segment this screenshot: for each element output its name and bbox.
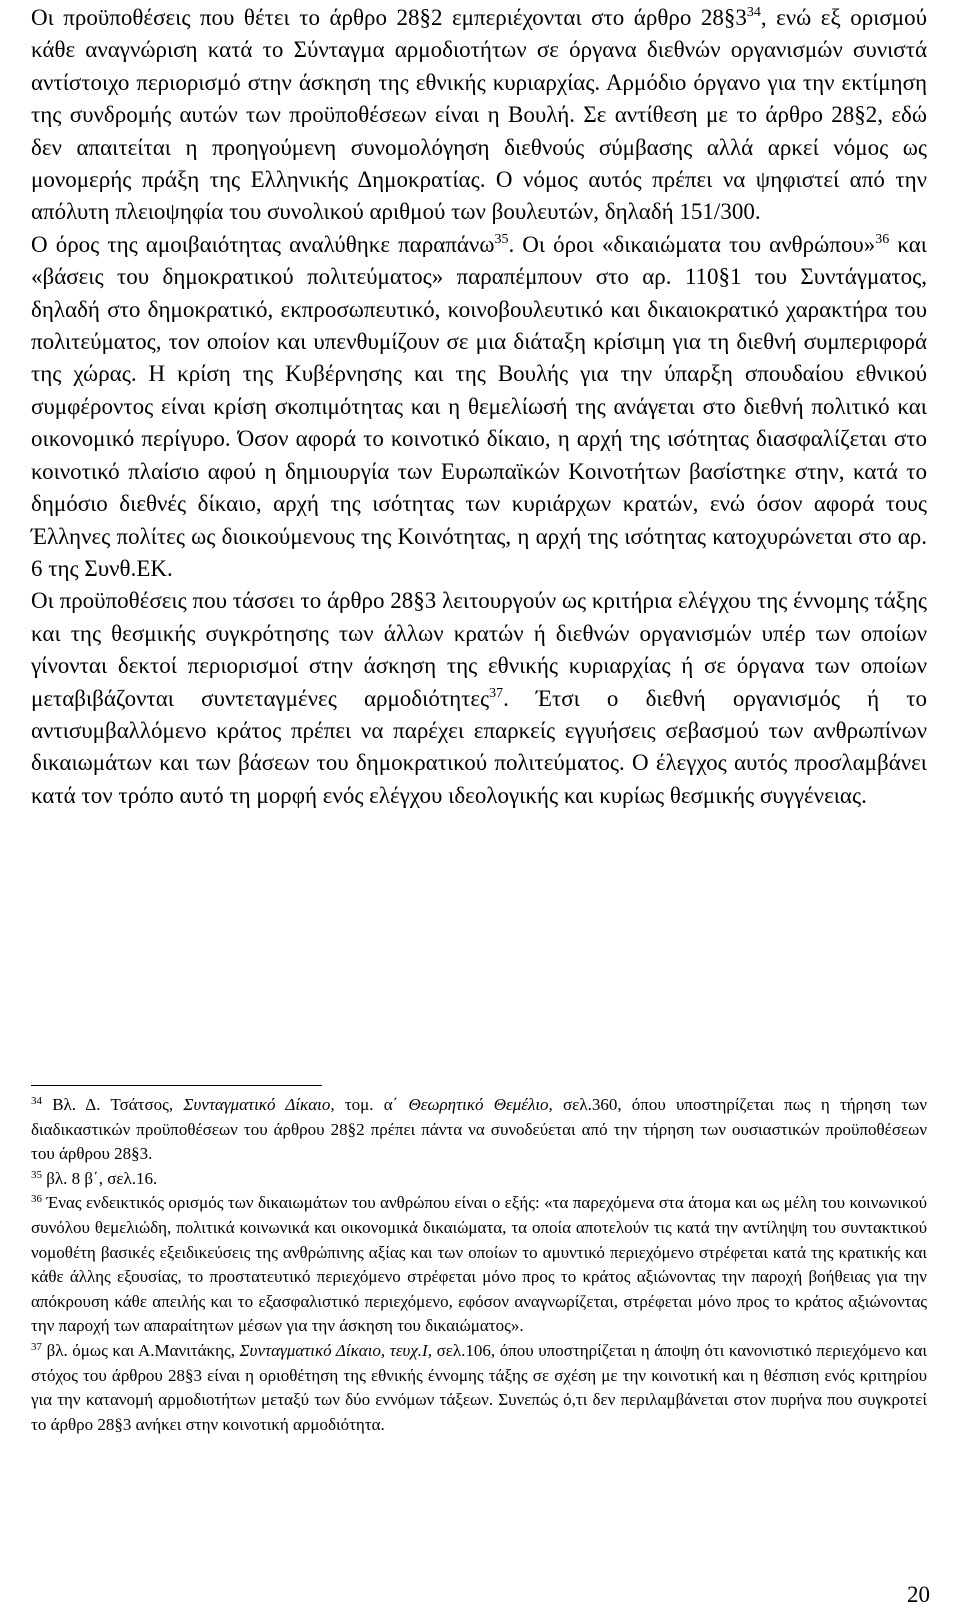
paragraph-1-text-a: Οι προϋποθέσεις που θέτει το άρθρο 28§2 εμπεριέχονται στο άρθρο 28§3: [31, 5, 747, 30]
footnotes: [31, 1093, 927, 1437]
paragraph-3-text-a: Οι προϋποθέσεις που τάσσει το άρθρο 28§3 λειτουργούν ως κριτήρια ελέγχου της έννομης τάξης και της θεσμικής συγκρότησης των άλλων κρατών ή διεθνών οργανισμών υπέρ των οποίων γίνονται δεκτοί περιορισμοί στην άσκηση της εθνικής κυριαρχίας ή σε όργανα των οποίων μεταβιβάζονται συντεταγμένες αρμοδιότητες: [31, 588, 927, 711]
footnote-35: [31, 1167, 927, 1192]
footnote-36-text: Ένας ενδεικτικός ορισμός των δικαιωμάτων του ανθρώπου είναι ο εξής: «τα παρεχόμενα στα άτομα και ως μέλη του κοινωνικού συνόλου θεμελιώδη, πολιτικά κοινωνικά και οικονομικά δικαιώματα, τα οποία αποτελούν τις κατά την αντίληψη του συντακτικού νομοθέτη βασικές εξειδικεύσεις της ανθρώπινης αξίας και των οποίων το αμυντικό περιεχόμενο στρέφεται κατά της κρατικής και κάθε άλλης εξουσίας, το προστατευτικό περιεχόμενο στρέφεται μόνο προς το κράτος αξιώνοντας την παροχή βοήθειας για την απόκρουση κάθε απειλής και το εξασφαλιστικό περιεχόμενο, εφόσον αναγνωρίζεται, στρέφεται μόνο προς το κράτος αξιώνοντας την παροχή των απαραίτητων μέσων για την άσκηση του δικαιώματος».: [31, 1193, 927, 1336]
body-text: [31, 2, 927, 812]
footnote-34-text-c: σελ.360, όπου υποστηρίζεται πως η τήρηση των διαδικαστικών προϋποθέσεων του άρθρου 28§2 πρέπει πάντα να συνοδεύεται από την τήρηση των ουσιαστικών προϋποθέσεων του άρθρου 28§3.: [31, 1095, 928, 1164]
paragraph-1-text-b: , ενώ εξ ορισμού κάθε αναγνώριση κατά το Σύνταγμα αρμοδιοτήτων σε όργανα διεθνών οργανισμών συνιστά αντίστοιχο περιορισμό στην άσκηση της εθνικής κυριαρχίας. Αρμόδιο όργανο για την εκτίμηση της συνδρομής αυτών των προϋποθέσεων είναι η Βουλή. Σε αντίθεση με το άρθρο 28§2, εδώ δεν απαιτείται η προηγούμενη συνομολόγηση διεθνούς σύμβασης αλλά αρκεί νόμος ως μονομερής πράξη της Ελληνικής Δημοκρατίας. Ο νόμος αυτός πρέπει να ψηφιστεί από την απόλυτη πλειοψηφία του συνολικού αριθμού των βουλευτών, δηλαδή 151/300.: [31, 5, 928, 225]
footnote-ref-37[interactable]: 37: [489, 685, 504, 701]
paragraph-3-text-b: . Έτσι ο διεθνή οργανισμός ή το αντισυμβαλλόμενο κράτος πρέπει να παρέχει επαρκείς εγγυήσεις σεβασμού των ανθρωπίνων δικαιωμάτων και των βάσεων του δημοκρατικού πολιτεύματος. Ο έλεγχος αυτός προσλαμβάνει κατά τον τρόπο αυτό τη μορφή ενός ελέγχου ιδεολογικής και κυρίως θεσμικής συγγένειας.: [31, 685, 927, 808]
footnote-37-text-b: σελ.106, όπου υποστηρίζεται η άποψη ότι κανονιστικό περιεχόμενο και στόχος του άρθρου 28§3 είναι η οριοθέτηση της εθνικής έννομης τάξης σε σχέση με την κοινοτική και η θέσπιση ενός κριτηρίου για την κατανομή αρμοδιοτήτων μεταξύ των δύο εννόμων τάξεων. Συνεπώς ό,τι δεν περιλαμβάνεται στον πυρήνα που συγκροτεί το άρθρο 28§3 ανήκει στην κοινοτική αρμοδιότητα.: [31, 1340, 927, 1434]
footnote-35-number: 35: [31, 1168, 42, 1181]
footnote-35-text: βλ. 8 β΄, σελ.16.: [42, 1168, 158, 1188]
footnote-34-text-a: Βλ. Δ. Τσάτσος,: [42, 1095, 184, 1114]
paragraph-3: [31, 585, 927, 812]
footnote-36: [31, 1191, 927, 1339]
paragraph-1: [31, 2, 927, 229]
footnote-ref-35[interactable]: 35: [494, 231, 509, 247]
footnote-34: [31, 1093, 927, 1167]
paragraph-2-text-b: . Οι όροι «δικαιώματα του ανθρώπου»: [508, 231, 876, 257]
paragraph-2: [31, 229, 927, 585]
footnote-34-title-2: Θεωρητικό Θεμέλιο,: [408, 1095, 553, 1114]
footnote-ref-34[interactable]: 34: [746, 5, 761, 20]
paragraph-2-text-c: και «βάσεις του δημοκρατικού πολιτεύματος» παραπέμπουν στο αρ. 110§1 του Συντάγματος, δηλαδή στο δημοκρατικό, εκπροσωπευτικό, κοινοβουλευτικό και δικαιοκρατικό χαρακτήρα του πολιτεύματος, τον οποίον και υπενθυμίζουν σε μια διάταξη κρίσιμη για τη διεθνή συμπεριφορά της χώρας. Η κρίση της Κυβέρνησης και της Βουλής για την ύπαρξη σπουδαίου εθνικού συμφέροντος είναι κρίση σκοπιμότητας και η θεμελίωσή της ανάγεται στο διεθνή πολιτικό και οικονομικό περίγυρο. Όσον αφορά το κοινοτικό δίκαιο, η αρχή της ισότητας διασφαλίζεται στο κοινοτικό πλαίσιο αφού η δημιουργία των Ευρωπαϊκών Κοινοτήτων βασίστηκε στην, κατά το δημόσιο διεθνές δίκαιο, αρχή της ισότητας των κυριάρχων κρατών, ενώ όσον αφορά τους Έλληνες πολίτες ως διοικούμενους της Κοινότητας, η αρχή της ισότητας κατοχυρώνεται στο αρ. 6 της Συνθ.ΕΚ.: [31, 231, 927, 581]
footnote-37-number: 37: [31, 1340, 42, 1353]
footnote-37-title: Συνταγματικό Δίκαιο, τευχ.Ι,: [239, 1340, 432, 1360]
footnote-separator: [31, 1085, 322, 1086]
footnote-34-title-1: Συνταγματικό Δίκαιο,: [183, 1095, 335, 1114]
paragraph-2-text-a: Ο όρος της αμοιβαιότητας αναλύθηκε παραπάνω: [31, 231, 495, 257]
footnote-34-text-b: τομ. α΄: [334, 1095, 409, 1114]
page-number: 20: [907, 1582, 930, 1607]
footnote-37: [31, 1339, 927, 1437]
footnote-34-number: 34: [31, 1095, 42, 1107]
footnote-ref-36[interactable]: 36: [875, 231, 890, 247]
footnote-37-text-a: βλ. όμως και Α.Μανιτάκης,: [42, 1340, 240, 1360]
footnote-36-number: 36: [31, 1193, 42, 1206]
